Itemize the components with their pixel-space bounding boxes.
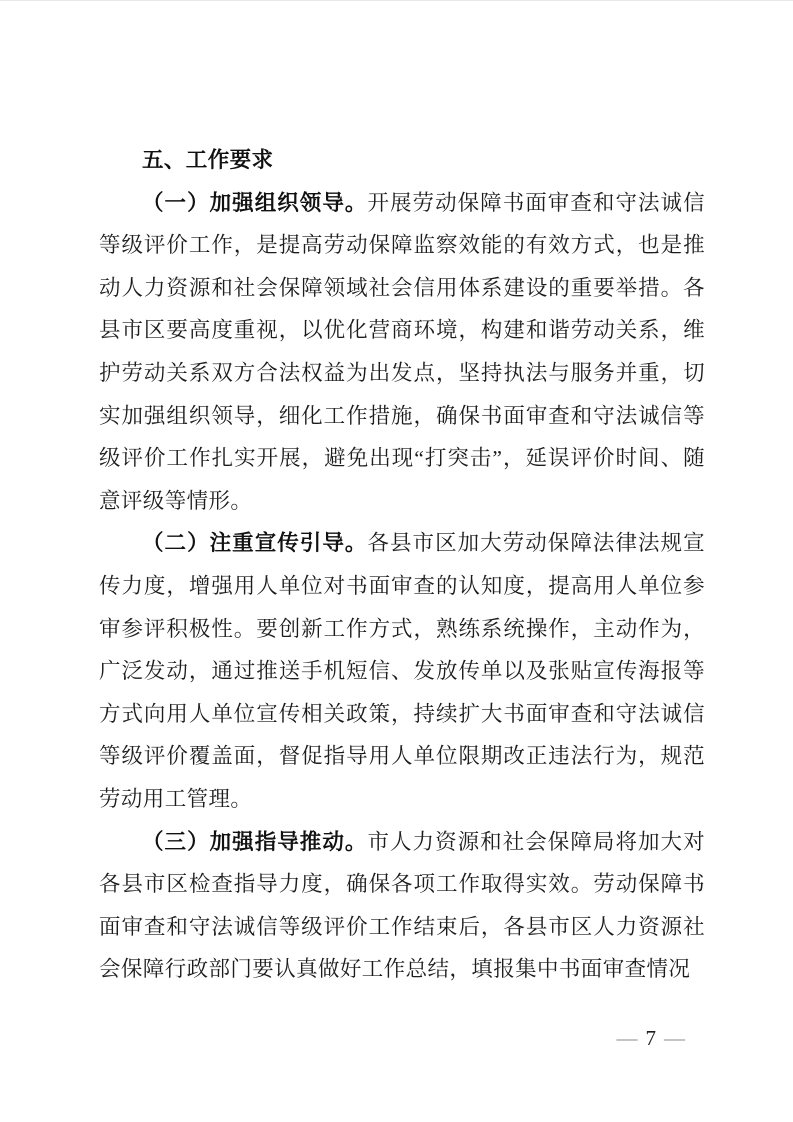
page-number-value: 7 xyxy=(645,1026,658,1050)
paragraph-1-lead: （一）加强组织领导。 xyxy=(142,190,368,215)
paragraph-3-lead: （三）加强指导推动。 xyxy=(142,829,368,854)
paragraph-2-lead: （二）注重宣传引导。 xyxy=(142,531,368,556)
document-body xyxy=(99,139,705,991)
paragraph-2-text: 各县市区加大劳动保障法律法规宣传力度，增强用人单位对书面审查的认知度，提高用人单位参审参评积极性。要创新工作方式，熟练系统操作，主动作为，广泛发动，通过推送手机短信、发放传单以及张贴宣传海报等方式向用人单位宣传相关政策，持续扩大书面审查和守法诚信等级评价覆盖面，督促指导用人单位限期改正违法行为，规范劳动用工管理。 xyxy=(99,531,705,811)
page-number xyxy=(617,1025,688,1051)
paragraph-2 xyxy=(99,522,705,820)
page-number-dash-left: — xyxy=(616,1026,640,1050)
paragraph-1 xyxy=(99,182,705,523)
paragraph-1-text: 开展劳动保障书面审查和守法诚信等级评价工作，是提高劳动保障监察效能的有效方式，也是推动人力资源和社会保障领域社会信用体系建设的重要举措。各县市区要高度重视，以优化营商环境，构建和谐劳动关系，维护劳动关系双方合法权益为出发点，坚持执法与服务并重，切实加强组织领导，细化工作措施，确保书面审查和守法诚信等级评价工作扎实开展，避免出现“打突击”，延误评价时间、随意评级等情形。 xyxy=(99,190,705,513)
paragraph-3-text: 市人力资源和社会保障局将加大对各县市区检查指导力度，确保各项工作取得实效。劳动保障书面审查和守法诚信等级评价工作结束后，各县市区人力资源社会保障行政部门要认真做好工作总结，填报集中书面审查情况 xyxy=(99,829,705,982)
page-number-dash-right: — xyxy=(664,1026,687,1050)
paragraph-3 xyxy=(99,821,705,991)
section-heading: 五、工作要求 xyxy=(142,148,274,172)
